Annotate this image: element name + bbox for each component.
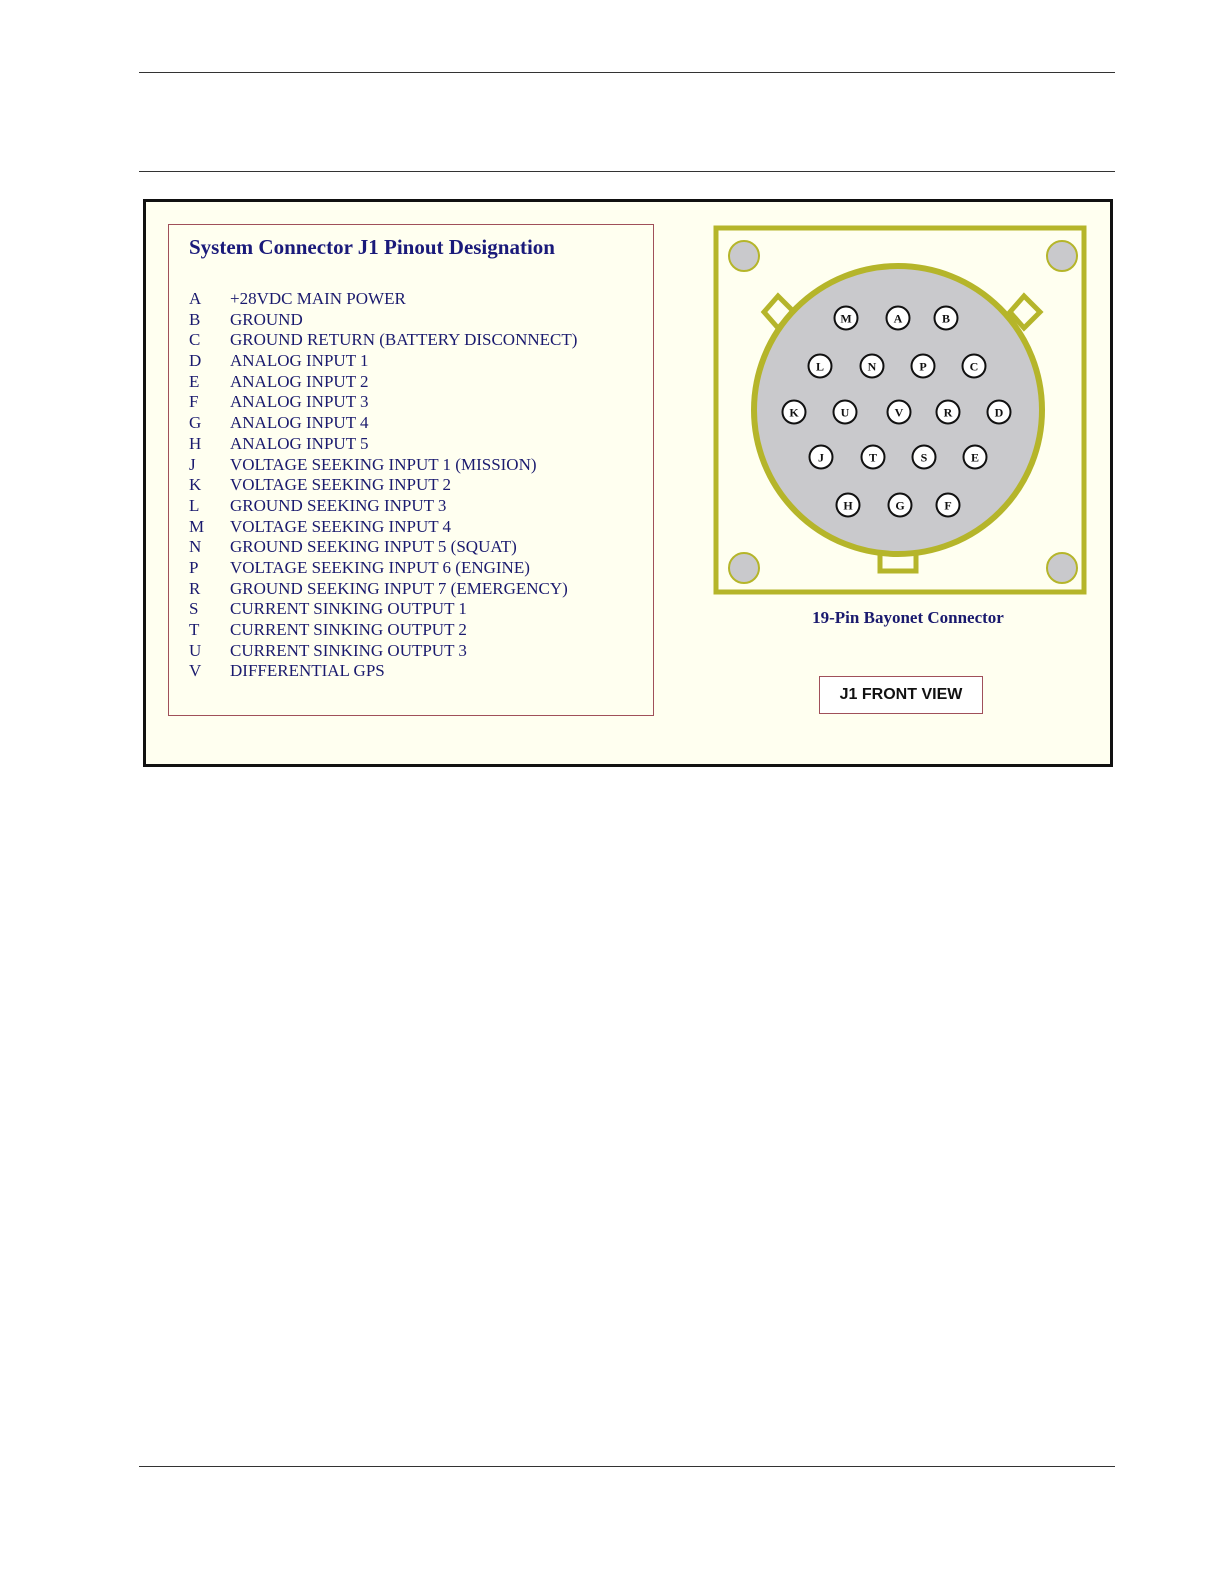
connector-pin-label: U [840,405,850,420]
pin-description: VOLTAGE SEEKING INPUT 4 [230,516,452,536]
pinout-table-box [168,224,654,716]
connector-pin [809,355,832,378]
pin-description: GROUND SEEKING INPUT 7 (EMERGENCY) [230,578,568,598]
pin-description: CURRENT SINKING OUTPUT 1 [230,599,467,619]
pin-letter: N [189,537,202,557]
pin-row [189,455,577,476]
pin-row [189,330,577,351]
pin-letter: C [189,330,201,350]
pin-description: GROUND SEEKING INPUT 5 (SQUAT) [230,537,517,557]
connector-pin-label: D [994,405,1004,420]
connector-diagram [712,224,1092,600]
pin-description: ANALOG INPUT 2 [230,371,369,391]
pin-letter: U [189,640,202,660]
connector-pin [988,401,1011,424]
pin-description: +28VDC MAIN POWER [230,289,406,308]
pin-description: ANALOG INPUT 1 [230,351,369,371]
pin-row [189,351,577,372]
pin-description: ANALOG INPUT 4 [230,413,369,433]
connector-pin [810,446,833,469]
pin-letter: G [189,413,202,433]
pin-letter: T [189,620,200,639]
pin-letter: M [189,516,205,536]
connector-pin [783,401,806,424]
connector-pin-label: N [867,359,877,374]
mounting-hole-bottom-left [729,553,759,583]
connector-pin [887,307,910,330]
pin-description: CURRENT SINKING OUTPUT 2 [230,620,467,639]
connector-pin-label: A [893,311,903,326]
pinout-title: System Connector J1 Pinout Designation [189,235,555,259]
pin-letter: H [189,433,202,453]
connector-pin-label: K [789,405,799,420]
mounting-hole-top-left [729,241,759,271]
pin-letter: L [189,495,200,515]
pin-row [189,641,577,662]
connector-pin-label: P [919,359,927,374]
pin-letter: V [189,661,202,681]
pin-row [189,537,577,558]
pin-row [189,310,577,331]
pin-row [189,620,577,641]
pin-description: GROUND RETURN (BATTERY DISCONNECT) [230,330,578,350]
pin-letter: R [189,578,201,598]
header-rule-top [139,72,1115,73]
footer-rule [139,1466,1115,1467]
pin-letter: D [189,351,202,371]
connector-pin [834,401,857,424]
connector-pin [913,446,936,469]
connector-pin [888,401,911,424]
pin-row [189,496,577,517]
pin-row [189,599,577,620]
pin-description: ANALOG INPUT 3 [230,392,369,412]
header-rule-bottom [139,171,1115,172]
pin-description: VOLTAGE SEEKING INPUT 6 (ENGINE) [230,557,530,577]
connector-pin-label: V [894,405,904,420]
connector-pin [935,307,958,330]
connector-pin-label: B [941,311,951,326]
pin-row [189,289,577,310]
pin-letter: J [189,454,196,474]
connector-pin-label: J [818,450,824,465]
connector-pin-label: S [920,450,928,465]
pin-description: GROUND SEEKING INPUT 3 [230,495,447,515]
pin-description: VOLTAGE SEEKING INPUT 1 (MISSION) [230,454,537,474]
front-view-label: J1 FRONT VIEW [819,676,983,714]
pin-row [189,475,577,496]
pin-letter: P [189,557,199,577]
pin-row [189,372,577,393]
pin-description: VOLTAGE SEEKING INPUT 2 [230,475,452,495]
connector-pin-label: T [868,450,878,465]
connector-pin-label: G [895,498,905,513]
pin-row [189,558,577,579]
connector-pin [862,446,885,469]
pin-row [189,661,577,682]
pin-letter: E [189,371,200,391]
connector-figure [143,199,1113,767]
pin-description: DIFFERENTIAL GPS [230,661,385,681]
connector-pin [861,355,884,378]
connector-pin-label: H [843,498,853,513]
connector-pin [835,307,858,330]
connector-pin-label: M [840,311,852,326]
connector-pin [937,401,960,424]
pin-row [189,517,577,538]
connector-pin [964,446,987,469]
mounting-hole-bottom-right [1047,553,1077,583]
connector-pin [963,355,986,378]
pin-row [189,413,577,434]
pin-letter: K [189,475,202,495]
connector-pin-label: L [815,359,825,374]
connector-pin [889,494,912,517]
connector-pin-label: F [944,498,952,513]
pin-description: CURRENT SINKING OUTPUT 3 [230,640,467,660]
pin-description: GROUND [230,309,303,329]
pin-letter: A [189,289,202,308]
pin-row [189,392,577,413]
mounting-hole-top-right [1047,241,1077,271]
pin-row [189,579,577,600]
connector-pin-label: R [943,405,953,420]
pin-letter: F [189,392,199,412]
pin-letter: S [189,599,199,619]
connector-pin [912,355,935,378]
connector-pin [837,494,860,517]
connector-pin-label: C [969,359,979,374]
connector-pin-label: E [970,450,980,465]
connector-pin [937,494,960,517]
pin-list [189,289,577,682]
connector-caption: 19-Pin Bayonet Connector [812,608,1004,627]
pin-description: ANALOG INPUT 5 [230,433,369,453]
pin-letter: B [189,309,201,329]
pin-row [189,434,577,455]
